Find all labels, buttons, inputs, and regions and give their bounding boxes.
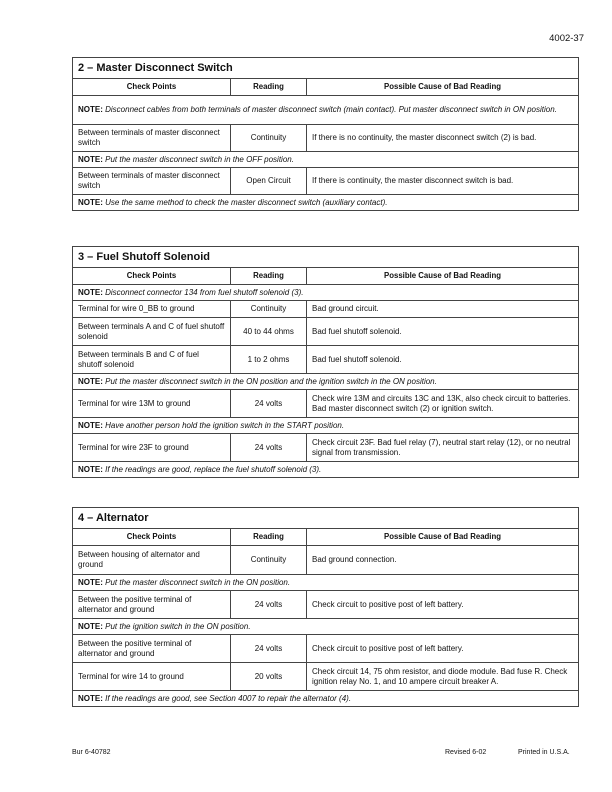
check-point: Between terminals A and C of fuel shutoff solenoid — [73, 318, 231, 346]
footer-revised: Revised 6-02 — [445, 749, 487, 756]
cause: Check circuit 23F. Bad fuel relay (7), neutral start relay (12), or no neutral signal from transmission. — [307, 434, 579, 462]
page-number: 4002-37 — [549, 33, 584, 44]
cause: Check circuit 14, 75 ohm resistor, and diode module. Bad fuse R. Check ignition relay No. 1, and 10 ampere circuit breaker A. — [307, 663, 579, 691]
col-header-cause: Possible Cause of Bad Reading — [307, 268, 579, 285]
col-header-cause: Possible Cause of Bad Reading — [307, 529, 579, 546]
reading: 1 to 2 ohms — [231, 346, 307, 374]
check-point: Between terminals of master disconnect switch — [73, 168, 231, 195]
note-label: NOTE: — [78, 420, 103, 430]
reading: 24 volts — [231, 390, 307, 418]
reading: Continuity — [231, 546, 307, 575]
note-row — [73, 462, 579, 478]
reading: Continuity — [231, 301, 307, 318]
check-point: Terminal for wire 23F to ground — [73, 434, 231, 462]
reading: Open Circuit — [231, 168, 307, 195]
note-label: NOTE: — [78, 693, 103, 703]
col-header-check: Check Points — [73, 268, 231, 285]
cause: If there is no continuity, the master disconnect switch (2) is bad. — [307, 125, 579, 152]
section-title: 2 – Master Disconnect Switch — [73, 58, 579, 79]
note-label: NOTE: — [78, 154, 103, 164]
note-text: Disconnect cables from both terminals of master disconnect switch (main contact). Put master disconnect switch in ON position. — [105, 105, 557, 115]
col-header-reading: Reading — [231, 529, 307, 546]
note-label: NOTE: — [78, 197, 103, 207]
cause: Bad ground circuit. — [307, 301, 579, 318]
reading: 24 volts — [231, 635, 307, 663]
note-label: NOTE: — [78, 287, 103, 297]
reading: 20 volts — [231, 663, 307, 691]
note-text: Use the same method to check the master disconnect switch (auxiliary contact). — [105, 197, 388, 207]
note-label: NOTE: — [78, 376, 103, 386]
note-row — [73, 195, 579, 211]
check-point: Between terminals of master disconnect switch — [73, 125, 231, 152]
section-title: 3 – Fuel Shutoff Solenoid — [73, 247, 579, 268]
note-text: If the readings are good, replace the fuel shutoff solenoid (3). — [105, 464, 322, 474]
note-row — [73, 575, 579, 591]
cause: If there is continuity, the master disconnect switch is bad. — [307, 168, 579, 195]
note-text: Put the master disconnect switch in the ON position and the ignition switch in the ON position. — [105, 376, 437, 386]
note-text: If the readings are good, see Section 4007 to repair the alternator (4). — [105, 693, 352, 703]
note-row — [73, 152, 579, 168]
section-alternator — [72, 507, 579, 707]
note-label: NOTE: — [78, 105, 103, 115]
reading: 24 volts — [231, 434, 307, 462]
cause: Check circuit to positive post of left battery. — [307, 591, 579, 619]
check-point: Terminal for wire 13M to ground — [73, 390, 231, 418]
note-text: Put the master disconnect switch in the OFF position. — [105, 154, 294, 164]
note-row — [73, 96, 579, 125]
note-label: NOTE: — [78, 464, 103, 474]
note-row — [73, 619, 579, 635]
check-point: Between terminals B and C of fuel shutoff solenoid — [73, 346, 231, 374]
note-row — [73, 691, 579, 707]
check-point: Between the positive terminal of alternator and ground — [73, 591, 231, 619]
note-row — [73, 374, 579, 390]
reading: Continuity — [231, 125, 307, 152]
cause: Check circuit to positive post of left battery. — [307, 635, 579, 663]
col-header-cause: Possible Cause of Bad Reading — [307, 79, 579, 96]
note-text: Disconnect connector 134 from fuel shutoff solenoid (3). — [105, 287, 304, 297]
note-row — [73, 285, 579, 301]
section-master-disconnect-switch — [72, 57, 579, 211]
note-text: Put the ignition switch in the ON position. — [105, 621, 251, 631]
footer-doc-number: Bur 6-40782 — [72, 749, 111, 756]
reading: 24 volts — [231, 591, 307, 619]
note-text: Have another person hold the ignition switch in the START position. — [105, 420, 345, 430]
col-header-reading: Reading — [231, 268, 307, 285]
reading: 40 to 44 ohms — [231, 318, 307, 346]
col-header-check: Check Points — [73, 529, 231, 546]
note-label: NOTE: — [78, 577, 103, 587]
check-point: Terminal for wire 14 to ground — [73, 663, 231, 691]
cause: Bad fuel shutoff solenoid. — [307, 346, 579, 374]
footer-printed: Printed in U.S.A. — [518, 749, 570, 756]
cause: Bad fuel shutoff solenoid. — [307, 318, 579, 346]
cause: Bad ground connection. — [307, 546, 579, 575]
note-label: NOTE: — [78, 621, 103, 631]
col-header-check: Check Points — [73, 79, 231, 96]
cause: Check wire 13M and circuits 13C and 13K, also check circuit to batteries. Bad master disconnect switch (2) or ignition switch. — [307, 390, 579, 418]
check-point: Between housing of alternator and ground — [73, 546, 231, 575]
section-title: 4 – Alternator — [73, 508, 579, 529]
section-fuel-shutoff-solenoid — [72, 246, 579, 478]
col-header-reading: Reading — [231, 79, 307, 96]
check-point: Between the positive terminal of alternator and ground — [73, 635, 231, 663]
note-row — [73, 418, 579, 434]
note-text: Put the master disconnect switch in the ON position. — [105, 577, 291, 587]
check-point: Terminal for wire 0_BB to ground — [73, 301, 231, 318]
